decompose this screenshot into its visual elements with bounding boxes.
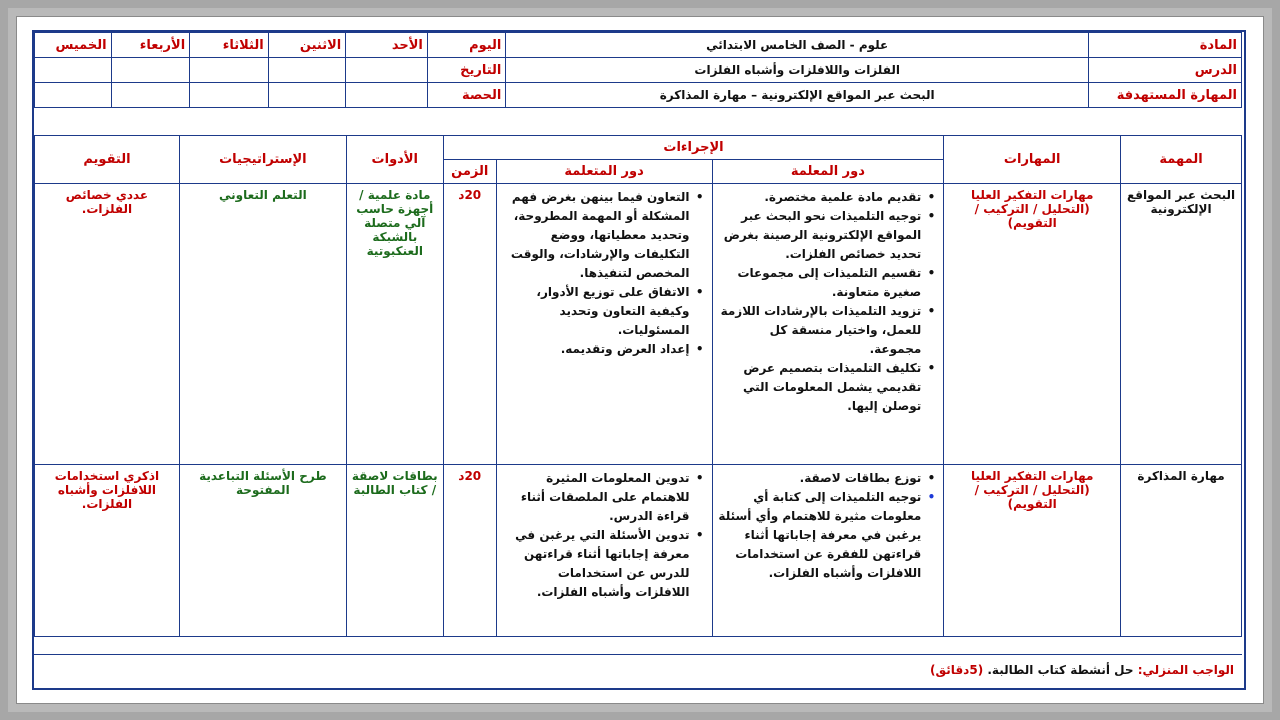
period-cell	[190, 83, 269, 108]
list-item: • الاتفاق على توزيع الأدوار، وكيفية التعاون وتحديد المسئوليات.	[501, 283, 690, 340]
list-item: • التعاون فيما بينهن بغرض فهم المشكلة أو المهمة المطروحة، وتحديد معطياتها، ووضع التكليفات والإرشادات، والوقت المخصص لتنفيذها.	[501, 188, 690, 283]
col-strategies: الإستراتيجيات	[179, 136, 346, 184]
period-cell	[268, 83, 346, 108]
row2-tools: بطاقات لاصقة / كتاب الطالبة	[346, 464, 443, 636]
procedures-table	[34, 135, 1242, 637]
day-monday: الاثنين	[268, 33, 346, 58]
period-cell	[111, 83, 190, 108]
row1-skills: مهارات التفكير العليا (التحليل / التركيب / التقويم)	[944, 184, 1121, 465]
list-item: • إعداد العرض وتقديمه.	[501, 340, 690, 359]
col-time: الزمن	[443, 160, 496, 184]
homework-text: حل أنشطة كتاب الطالبة.	[987, 663, 1134, 677]
date-cell	[268, 58, 346, 83]
lesson-value: الفلزات واللافلزات وأشباه الفلزات	[506, 58, 1089, 83]
period-label: الحصة	[427, 83, 506, 108]
period-cell	[35, 83, 112, 108]
date-cell	[111, 58, 190, 83]
spacer-row	[34, 637, 1242, 655]
col-tools: الأدوات	[346, 136, 443, 184]
date-cell	[346, 58, 428, 83]
list-item: • تدوين الأسئلة التي يرغبن في معرفة إجاباتها أثناء قراءتهن للدرس عن استخدامات اللافلزات وأشباه الفلزات.	[501, 526, 690, 602]
row2-evaluation: اذكري استخدامات اللافلزات وأشباه الفلزات.	[35, 464, 180, 636]
list-item: • تقسيم التلميذات إلى مجموعات صغيرة متعاونة.	[717, 264, 922, 302]
day-thursday: الخميس	[35, 33, 112, 58]
row2-teacher-role	[712, 464, 944, 636]
list-item: • تقديم مادة علمية مختصرة.	[717, 188, 922, 207]
row2-time: 20د	[443, 464, 496, 636]
list-item: • تكليف التلميذات بتصميم عرض تقديمي يشمل المعلومات التي توصلن إليها.	[717, 359, 922, 416]
homework-row	[34, 655, 1242, 687]
date-cell	[35, 58, 112, 83]
row2-student-role	[496, 464, 712, 636]
list-item: • تدوين المعلومات المثيرة للاهتمام على الملصقات أثناء قراءة الدرس.	[501, 469, 690, 526]
day-label: اليوم	[427, 33, 506, 58]
col-student-role: دور المتعلمة	[496, 160, 712, 184]
list-item: • توزع بطاقات لاصقة.	[717, 469, 922, 488]
list-item: • توجيه التلميذات نحو البحث عبر المواقع الإلكترونية الرصينة بغرض تحديد خصائص الفلزات.	[717, 207, 922, 264]
row2-task: مهارة المذاكرة	[1121, 464, 1242, 636]
subject-label: المادة	[1088, 33, 1241, 58]
col-skills: المهارات	[944, 136, 1121, 184]
lesson-label: الدرس	[1088, 58, 1241, 83]
row1-time: 20د	[443, 184, 496, 465]
day-wednesday: الأربعاء	[111, 33, 190, 58]
list-item: • توجيه التلميذات إلى كتابة أي معلومات مثيرة للاهتمام وأي أسئلة يرغبن في معرفة إجاباتها أثناء قراءتهن للفقرة عن استخدامات اللافلزات وأشباه الفلزات.	[717, 488, 922, 583]
date-cell	[190, 58, 269, 83]
row1-strategy: التعلم التعاوني	[179, 184, 346, 465]
row1-tools: مادة علمية / أجهزة حاسب آلي متصلة بالشبكة العنكبوتية	[346, 184, 443, 465]
col-evaluation: التقويم	[35, 136, 180, 184]
list-item: • تزويد التلميذات بالإرشادات اللازمة للعمل، واختيار منسقة كل مجموعة.	[717, 302, 922, 359]
homework-time: (5دقائق)	[930, 663, 984, 677]
col-task: المهمة	[1121, 136, 1242, 184]
row1-teacher-role	[712, 184, 944, 465]
subject-value: علوم - الصف الخامس الابتدائي	[506, 33, 1089, 58]
row2-skills: مهارات التفكير العليا (التحليل / التركيب / التقويم)	[944, 464, 1121, 636]
date-label: التاريخ	[427, 58, 506, 83]
period-cell	[346, 83, 428, 108]
row1-task: البحث عبر المواقع الإلكترونية	[1121, 184, 1242, 465]
row1-evaluation: عددي خصائص الفلزات.	[35, 184, 180, 465]
header-table	[34, 32, 1242, 108]
day-sunday: الأحد	[346, 33, 428, 58]
row1-student-role	[496, 184, 712, 465]
row2-strategy: طرح الأسئلة التباعدية المفتوحة	[179, 464, 346, 636]
skill-label: المهارة المستهدفة	[1088, 83, 1241, 108]
homework-label: الواجب المنزلي:	[1137, 663, 1234, 677]
col-teacher-role: دور المعلمة	[712, 160, 944, 184]
day-tuesday: الثلاثاء	[190, 33, 269, 58]
skill-value: البحث عبر المواقع الإلكترونية – مهارة المذاكرة	[506, 83, 1089, 108]
col-procedures: الإجراءات	[443, 136, 944, 160]
